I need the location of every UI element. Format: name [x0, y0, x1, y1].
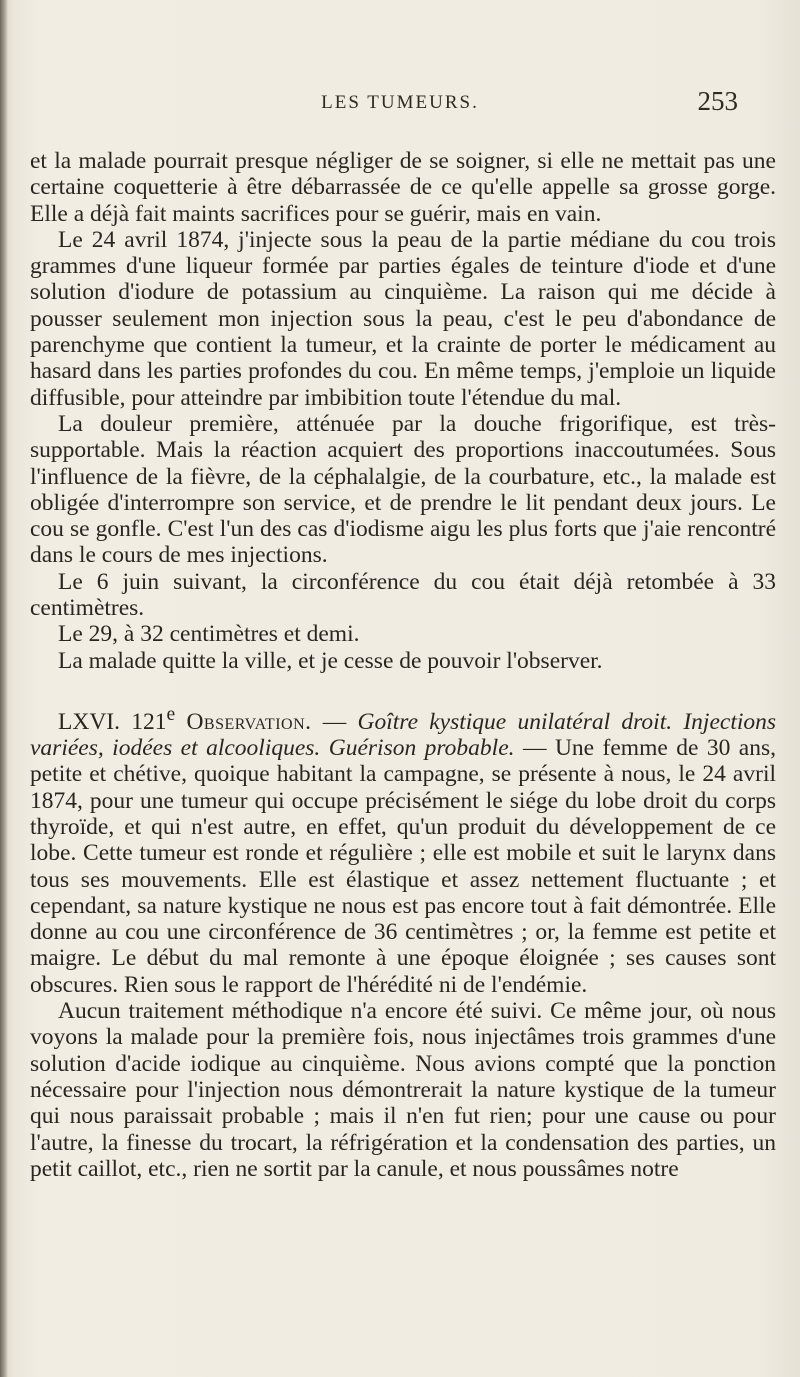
paragraph-29: Le 29, à 32 centimètres et demi. [58, 621, 360, 648]
observation-number: LXVI. 121 [58, 708, 167, 735]
observation-body: Une femme de 30 ans, petite et chétive, quoique habitant la campagne, se présente à nous, le 24 avril 1874, pour une tumeur qui occupe précisément le siége du lobe droit du corps thyroïde, et qui n'est autre, en effet, qu'un produit du développement de ce lobe. Cette tumeur est ronde et régulière ; elle est mobile et suit le larynx dans tous ses mouvements. Elle est élastique et assez nettement fluctuante ; et cependant, sa nature kystique ne nous est pas encore tout à fait démontrée. Elle donne au cou une circonférence de 36 centimètres ; or, la femme est petite et maigre. Le début du mal remonte à une époque éloignée ; ses causes sont obscures. Rien sous le rapport de l'hérédité ni de l'endémie. [30, 735, 777, 998]
running-title: LES TUMEURS. [321, 92, 479, 113]
observation-dash-2: — [514, 735, 555, 762]
paragraph-leaves: La malade quitte la ville, et je cesse de pouvoir l'observer. [58, 647, 603, 674]
section-gap [30, 674, 776, 702]
observation-dash-1: — [311, 708, 358, 735]
observation-label: Observation. [186, 708, 312, 735]
observation-treatment-paragraph: Aucun traitement méthodique n'a encore été suivi. Ce même jour, où nous voyons la malade pour la première fois, nous injectâmes trois grammes d'une solution d'acide iodique au cinquième. Nous avions compté que la ponction nécessaire pour l'injection nous démontrerait la nature kystique de la tumeur qui nous paraissait probable ; mais il n'en fut rien; pour une cause ou pour l'autre, la finesse du trocart, la réfrigération et la condensation des parties, un petit caillot, etc., rien ne sortit par la canule, et nous poussâmes notre [30, 998, 776, 1182]
observation-title: Goître kystique unilatéral droit. Injections variées, iodées et alcooliques. Guérison probable. [30, 708, 777, 762]
paragraph-injection: Le 24 avril 1874, j'injecte sous la peau de la partie médiane du cou trois grammes d'une liqueur formée par parties égales de teinture d'iode et d'une solution d'iodure de potassium au cinquième. La raison qui me décide à pousser seulement mon injection sous la peau, c'est le peu d'abondance de parenchyme que contient la tumeur, et la crainte de porter le médicament au hasard dans les parties profondes du cou. En même temps, j'emploie un liquide diffusible, pour atteindre par imbibition toute l'étendue du mal. [30, 226, 776, 411]
paragraph-june: Le 6 juin suivant, la circonférence du cou était déjà retombée à 33 centimètres. [30, 568, 776, 622]
observation-paragraph [30, 702, 776, 998]
page-header [0, 86, 800, 126]
paragraph-continuation: et la malade pourrait presque négliger de se soigner, si elle ne mettait pas une certaine coquetterie à être débarrassée de ce qu'elle appelle sa grosse gorge. Elle a déjà fait maints sacrifices pour se guérir, mais en vain. [30, 148, 776, 227]
page-number: 253 [697, 86, 738, 116]
binding-edge [0, 0, 8, 1377]
observation-number-sup: e [166, 703, 176, 725]
paragraph-reaction: La douleur première, atténuée par la douche frigorifique, est très-supportable. Mais la réaction acquiert des proportions inaccoutumées. Sous l'influence de la fièvre, de la céphalalgie, de la courbature, etc., la malade est obligée d'interrompre son service, et de prendre le lit pendant deux jours. Le cou se gonfle. C'est l'un des cas d'iodisme aigu les plus forts que j'aie rencontré dans le cours de mes injections. [30, 410, 776, 569]
body-text [30, 148, 776, 1182]
